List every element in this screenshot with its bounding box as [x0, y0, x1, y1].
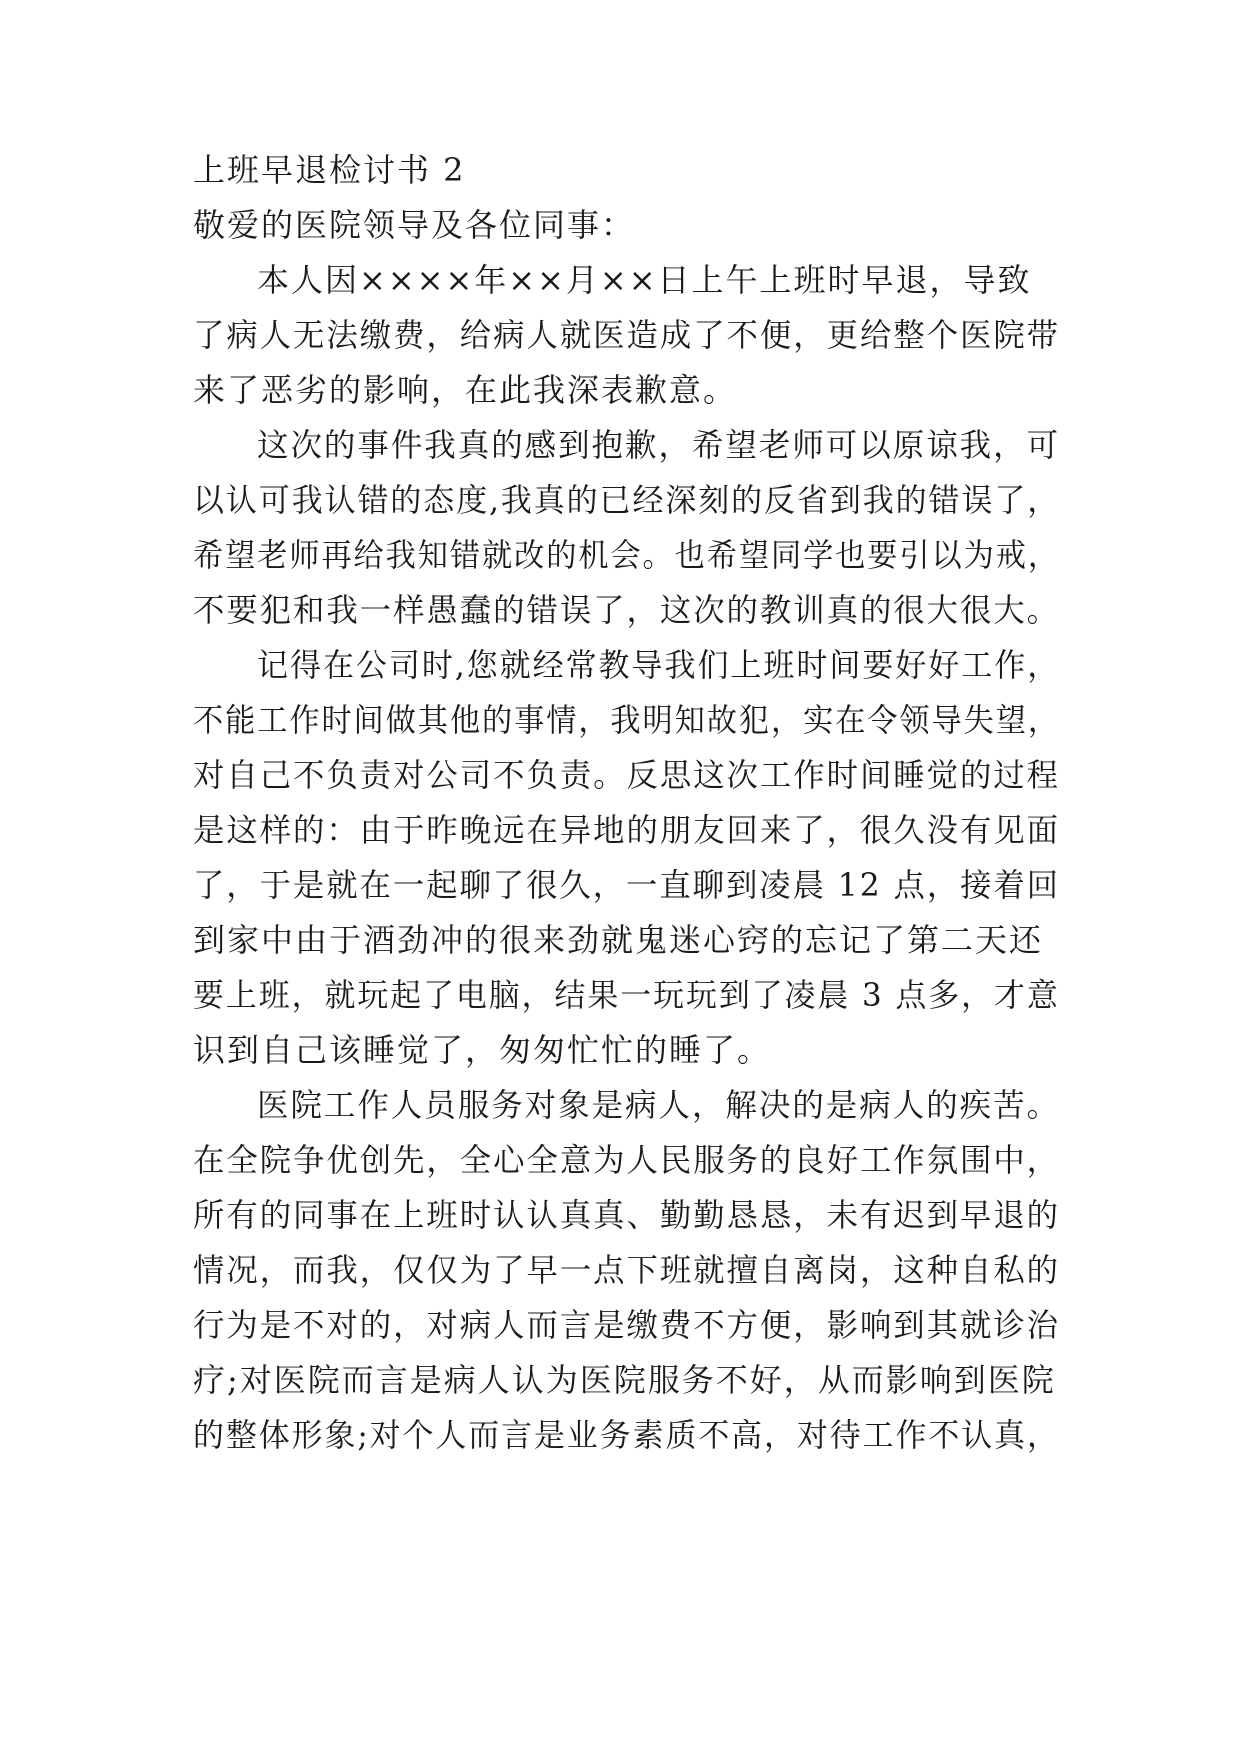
paragraph-line: 要上班，就玩起了电脑，结果一玩玩到了凌晨 3 点多，才意 [193, 976, 1060, 1014]
paragraph-line: 对自己不负责对公司不负责。反思这次工作时间睡觉的过程 [193, 756, 1061, 794]
document-title: 上班早退检讨书 2 [193, 151, 466, 189]
paragraph-line: 本人因××××年××月××日上午上班时早退，导致 [257, 261, 1032, 299]
paragraph-line: 到家中由于酒劲冲的很来劲就鬼迷心窍的忘记了第二天还 [193, 921, 1044, 959]
paragraph-line: 情况，而我，仅仅为了早一点下班就擅自离岗，这种自私的 [193, 1251, 1061, 1289]
paragraph-line: 希望老师再给我知错就改的机会。也希望同学也要引以为戒， [193, 536, 1060, 574]
paragraph-line: 了，于是就在一起聊了很久，一直聊到凌晨 12 点，接着回 [193, 866, 1061, 904]
paragraph-line: 疗;对医院而言是病人认为医院服务不好，从而影响到医院 [193, 1361, 1056, 1399]
salutation: 敬爱的医院领导及各位同事： [193, 206, 636, 244]
paragraph-line: 是这样的：由于昨晚远在异地的朋友回来了，很久没有见面 [193, 811, 1061, 849]
paragraph-line: 来了恶劣的影响，在此我深表歉意。 [193, 371, 738, 409]
paragraph-line: 在全院争优创先，全心全意为人民服务的良好工作氛围中， [193, 1141, 1061, 1179]
paragraph-line: 不能工作时间做其他的事情，我明知故犯，实在令领导失望， [193, 701, 1060, 739]
paragraph-line: 记得在公司时,您就经常教导我们上班时间要好好工作， [257, 646, 1061, 684]
paragraph-line: 这次的事件我真的感到抱歉，希望老师可以原谅我，可 [257, 426, 1061, 464]
paragraph-line: 以认可我认错的态度,我真的已经深刻的反省到我的错误了， [193, 481, 1061, 519]
paragraph-line: 的整体形象;对个人而言是业务素质不高，对待工作不认真， [193, 1416, 1060, 1454]
paragraph-line: 了病人无法缴费，给病人就医造成了不便，更给整个医院带 [193, 316, 1061, 354]
paragraph-line: 不要犯和我一样愚蠢的错误了，这次的教训真的很大很大。 [193, 591, 1061, 629]
paragraph-line: 识到自己该睡觉了，匆匆忙忙的睡了。 [193, 1031, 772, 1069]
paragraph-line: 行为是不对的，对病人而言是缴费不方便，影响到其就诊治 [193, 1306, 1061, 1344]
paragraph-line: 医院工作人员服务对象是病人，解决的是病人的疾苦。 [257, 1086, 1061, 1124]
paragraph-line: 所有的同事在上班时认认真真、勤勤恳恳，未有迟到早退的 [193, 1196, 1061, 1234]
